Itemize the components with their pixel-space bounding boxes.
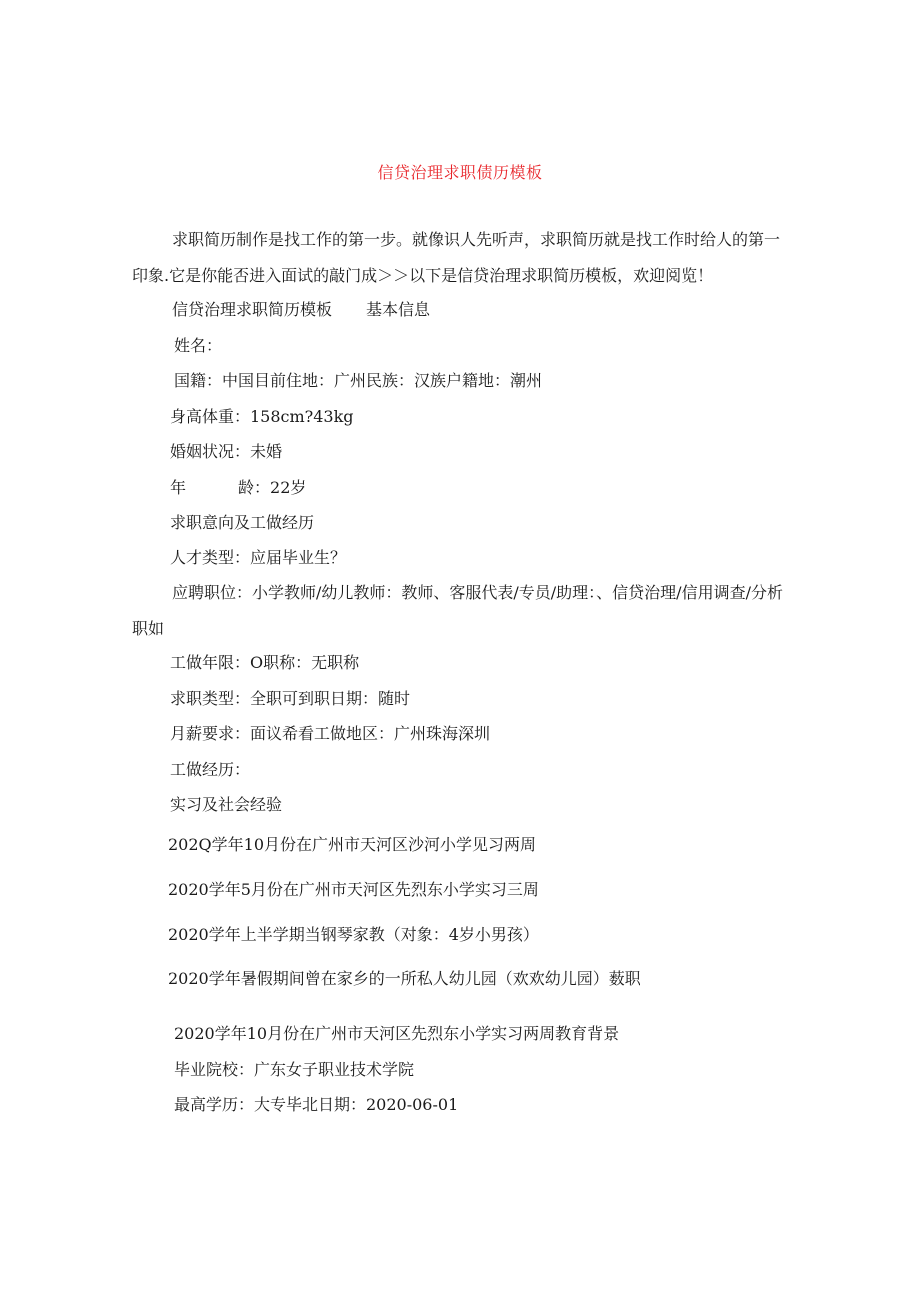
years-title-field: 工做年限：O职称：无职称 <box>170 653 360 672</box>
section-heading <box>172 300 430 320</box>
age-field <box>170 478 306 498</box>
document-title: 信贷治理求职债历模板 <box>377 163 543 182</box>
height-weight-field: 身高体重：158cm?43kg <box>170 407 354 426</box>
intro-paragraph: 求职简历制作是找工作的第一步。就像识人先听声，求职简历就是找工作时给人的第一印象.它是你能否进入面试的敲门成＞＞以下是信贷治理求职简历模板，欢迎阅览！ <box>132 230 781 285</box>
work-exp-field: 工做经历： <box>170 760 251 779</box>
practice-item: 2020学年上半学期当钢琴家教（对象：4岁小男孩） <box>168 925 539 944</box>
basic-info-heading: 基本信息 <box>366 300 431 319</box>
salary-area-field: 月薪要求：面议希看工做地区：广州珠海深圳 <box>170 724 491 743</box>
name-field: 姓名： <box>174 336 223 355</box>
nationality-field: 国籍：中国目前住地：广州民族：汉族户籍地：潮州 <box>174 371 543 390</box>
age-label-start: 年 <box>170 478 187 497</box>
position-field: 应聘职位：小学教师/幼儿教师：教师、客服代表/专员/助理：、信贷治理/信用调查/分析职如 <box>132 583 783 638</box>
template-name: 信贷治理求职简历模板 <box>172 300 333 319</box>
school-field: 毕业院校：广东女子职业技术学院 <box>174 1060 415 1079</box>
intent-heading: 求职意向及工做经历 <box>170 513 315 532</box>
practice-item: 202Q学年10月份在广州市天河区沙河小学见习两周 <box>168 835 537 854</box>
marital-field: 婚姻状况：未婚 <box>170 442 283 461</box>
practice-heading: 实习及社会经验 <box>170 795 283 814</box>
education-line: 2020学年10月份在广州市天河区先烈东小学实习两周教育背景 <box>174 1024 620 1043</box>
age-label-end: 龄：22岁 <box>238 478 307 497</box>
job-type-field: 求职类型：全职可到职日期：随时 <box>170 689 411 708</box>
practice-item: 2020学年暑假期间曾在家乡的一所私人幼儿园（欢欢幼儿园）薮职 <box>168 969 641 988</box>
talent-type-field: 人才类型：应届毕业生？ <box>170 548 347 567</box>
practice-item: 2020学年5月份在广州市天河区先烈东小学实习三周 <box>168 880 539 899</box>
degree-field: 最高学历：大专毕北日期：2020-06-01 <box>174 1095 459 1114</box>
